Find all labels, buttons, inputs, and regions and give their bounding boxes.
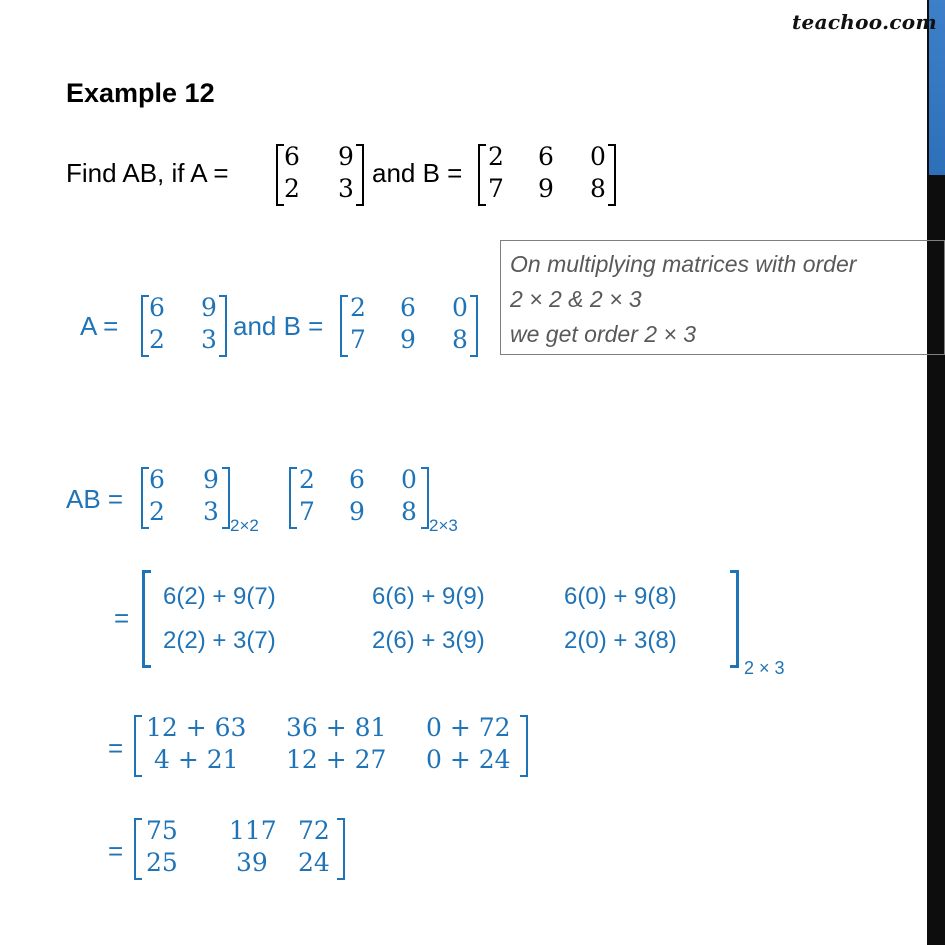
right-bracket [730, 570, 739, 668]
question-prefix: Find AB, if A = [66, 158, 229, 188]
expression: 6(2) + 9(7) [163, 583, 276, 610]
matrix-cell: 0 [401, 465, 417, 494]
matrix-cell: 75 [146, 816, 178, 845]
order-subscript: 2×3 [429, 516, 458, 535]
expression: 2(6) + 3(9) [372, 627, 485, 654]
matrix-cell: 3 [203, 497, 219, 526]
matrix-cell: 6 [538, 142, 554, 171]
matrix-cell: 2 [149, 497, 165, 526]
matrix-cell: 8 [452, 325, 468, 354]
matrix-cell: 6 [284, 142, 300, 171]
matrix-cell: 6 [149, 293, 165, 322]
matrix-cell: 24 [298, 848, 330, 877]
expression: 2(0) + 3(8) [564, 627, 677, 654]
matrix-cell: 3 [338, 174, 354, 203]
matrix-cell: 6 [149, 465, 165, 494]
matrix-cell: 9 [201, 293, 217, 322]
order-note-box [500, 240, 945, 355]
matrix-cell: 2 [284, 174, 300, 203]
matrix-cell: 72 [298, 816, 330, 845]
matrix-cell: 8 [401, 497, 417, 526]
matrix-cell: 6 [349, 465, 365, 494]
matrix-cell: 25 [146, 848, 178, 877]
note-line: On multiplying matrices with order [510, 251, 857, 277]
matrix-cell: 9 [349, 497, 365, 526]
given-mid-text: and B = [233, 311, 324, 341]
matrix-cell: 2 [299, 465, 315, 494]
teachoo-logo: teachoo.com [792, 10, 937, 34]
example-heading: Example 12 [66, 78, 215, 108]
expression: 6(0) + 9(8) [564, 583, 677, 610]
matrix-cell: 39 [236, 848, 268, 877]
matrix-cell: 0 [452, 293, 468, 322]
left-bracket [142, 570, 151, 668]
step4-equals: = [108, 836, 124, 866]
expression: 6(6) + 9(9) [372, 583, 485, 610]
expression: 2(2) + 3(7) [163, 627, 276, 654]
question-matrix-a [276, 144, 364, 206]
question-mid-text: and B = [372, 158, 463, 188]
matrix-cell: 2 [488, 142, 504, 171]
matrix-cell: 36 + 81 [286, 713, 387, 742]
matrix-cell: 4 + 21 [154, 745, 239, 774]
step3-matrix [134, 715, 528, 777]
matrix-cell: 7 [299, 497, 315, 526]
matrix-cell: 3 [201, 325, 217, 354]
step1-matrix-b [289, 467, 429, 529]
step1-matrix-a [141, 467, 230, 529]
note-line: 2 × 2 & 2 × 3 [510, 286, 642, 312]
given-matrix-a [141, 295, 227, 357]
matrix-cell: 7 [488, 174, 504, 203]
given-a-label: A = [80, 311, 119, 341]
step2-equals: = [114, 603, 130, 633]
matrix-cell: 9 [400, 325, 416, 354]
note-line: we get order 2 × 3 [510, 321, 697, 347]
matrix-cell: 0 + 72 [426, 713, 511, 742]
matrix-cell: 2 [149, 325, 165, 354]
matrix-cell: 6 [400, 293, 416, 322]
ab-label: AB = [66, 484, 124, 514]
order-subscript: 2 × 3 [744, 658, 785, 678]
matrix-cell: 9 [203, 465, 219, 494]
matrix-cell: 8 [590, 174, 606, 203]
question-matrix-b [478, 144, 616, 206]
matrix-cell: 12 + 27 [286, 745, 387, 774]
result-matrix [134, 818, 345, 880]
order-subscript: 2×2 [230, 516, 259, 535]
matrix-cell: 0 + 24 [426, 745, 511, 774]
matrix-cell: 9 [338, 142, 354, 171]
matrix-cell: 2 [350, 293, 366, 322]
matrix-cell: 7 [350, 325, 366, 354]
given-matrix-b [340, 295, 478, 357]
matrix-cell: 0 [590, 142, 606, 171]
matrix-cell: 9 [538, 174, 554, 203]
step3-equals: = [108, 733, 124, 763]
matrix-cell: 12 + 63 [146, 713, 247, 742]
matrix-cell: 117 [229, 816, 277, 845]
